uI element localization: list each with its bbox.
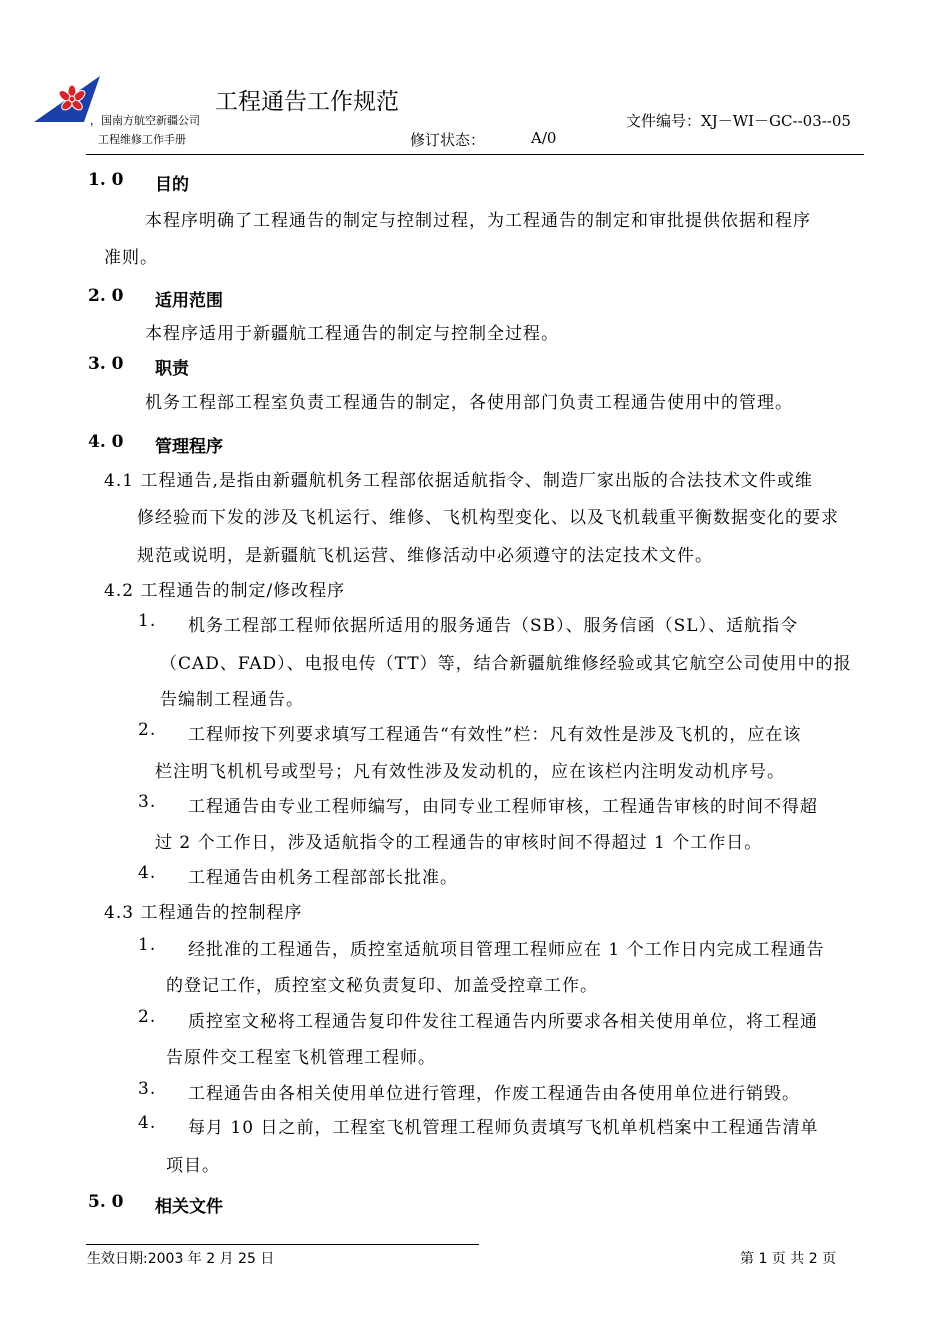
page-number: 第 1 页 共 2 页: [740, 1251, 837, 1267]
list-item-text: （CAD、FAD）、电报电传（TT）等，结合新疆航维修经验或其它航空公司使用中的报: [160, 654, 852, 674]
list-item-text: 工程通告由专业工程师编写，由同专业工程师审核，工程通告审核的时间不得超: [188, 797, 818, 817]
revision-value: A/0: [531, 129, 557, 147]
section-4-title: 管理程序: [155, 437, 223, 457]
list-item-number: 1.: [138, 935, 157, 955]
footer-rule: [86, 1244, 479, 1245]
list-item-text: 栏注明飞机机号或型号；凡有效性涉及发动机的，应在该栏内注明发动机序号。: [155, 762, 785, 782]
list-item-text: 工程通告由各相关使用单位进行管理，作废工程通告由各使用单位进行销毁。: [188, 1084, 800, 1104]
revision-label: 修订状态：: [410, 131, 486, 149]
list-item-number: 2.: [138, 1007, 157, 1027]
section-2-number: 2. 0: [88, 286, 124, 306]
paragraph: 本程序明确了工程通告的制定与控制过程，为工程通告的制定和审批提供依据和程序: [145, 211, 811, 231]
list-item-text: 项目。: [166, 1156, 220, 1176]
document-number-value: XJ－WI－GC--03--05: [701, 112, 851, 130]
section-3-title: 职责: [155, 359, 189, 379]
list-item-text: 经批准的工程通告，质控室适航项目管理工程师应在 1 个工作日内完成工程通告: [188, 940, 825, 960]
company-name: ，国南方航空新疆公司: [90, 114, 200, 127]
paragraph: 本程序适用于新疆航工程通告的制定与控制全过程。: [145, 324, 559, 344]
section-2-title: 适用范围: [155, 291, 223, 311]
list-item-number: 3.: [138, 1079, 157, 1099]
list-item-text: 告编制工程通告。: [160, 690, 304, 710]
list-item-text: 机务工程部工程师依据所适用的服务通告（SB）、服务信函（SL）、适航指令: [188, 616, 799, 636]
list-item-number: 2.: [138, 720, 157, 740]
subsection-heading: 4.3 工程通告的控制程序: [104, 903, 303, 923]
list-item-text: 工程通告由机务工程部部长批准。: [188, 868, 458, 888]
section-5-title: 相关文件: [155, 1197, 223, 1217]
section-1-number: 1. 0: [88, 170, 124, 190]
document-number: [626, 110, 851, 131]
list-item-number: 3.: [138, 792, 157, 812]
section-5-number: 5. 0: [88, 1192, 124, 1212]
document-title: 工程通告工作规范: [215, 89, 399, 115]
section-1-title: 目的: [155, 175, 189, 195]
document-number-label: 文件编号：: [626, 112, 702, 130]
paragraph: 准则。: [104, 248, 158, 268]
list-item-text: 质控室文秘将工程通告复印件发往工程通告内所要求各相关使用单位，将工程通: [188, 1012, 818, 1032]
effective-date: 生效日期:2003 年 2 月 25 日: [87, 1251, 275, 1267]
list-item-number: 1.: [138, 611, 157, 631]
section-3-number: 3. 0: [88, 354, 124, 374]
subsection-heading: 4.2 工程通告的制定/修改程序: [104, 581, 346, 601]
list-item-number: 4.: [138, 1113, 157, 1133]
manual-name: 工程维修工作手册: [98, 133, 186, 146]
list-item-text: 告原件交工程室飞机管理工程师。: [166, 1048, 436, 1068]
header-rule: [86, 154, 864, 155]
list-item-number: 4.: [138, 863, 157, 883]
section-4-number: 4. 0: [88, 432, 124, 452]
list-item-text: 工程师按下列要求填写工程通告“有效性”栏：凡有效性是涉及飞机的，应在该: [188, 725, 802, 745]
list-item-text: 过 2 个工作日，涉及适航指令的工程通告的审核时间不得超过 1 个工作日。: [155, 833, 763, 853]
paragraph: 机务工程部工程室负责工程通告的制定，各使用部门负责工程通告使用中的管理。: [145, 393, 793, 413]
paragraph: 规范或说明，是新疆航飞机运营、维修活动中必须遵守的法定技术文件。: [137, 546, 713, 566]
list-item-text: 的登记工作，质控室文秘负责复印、加盖受控章工作。: [166, 976, 598, 996]
list-item-text: 每月 10 日之前，工程室飞机管理工程师负责填写飞机单机档案中工程通告清单: [188, 1118, 819, 1138]
paragraph: 4.1 工程通告,是指由新疆航机务工程部依据适航指令、制造厂家出版的合法技术文件或维: [104, 471, 813, 491]
paragraph: 修经验而下发的涉及飞机运行、维修、飞机构型变化、以及飞机载重平衡数据变化的要求: [137, 508, 839, 528]
